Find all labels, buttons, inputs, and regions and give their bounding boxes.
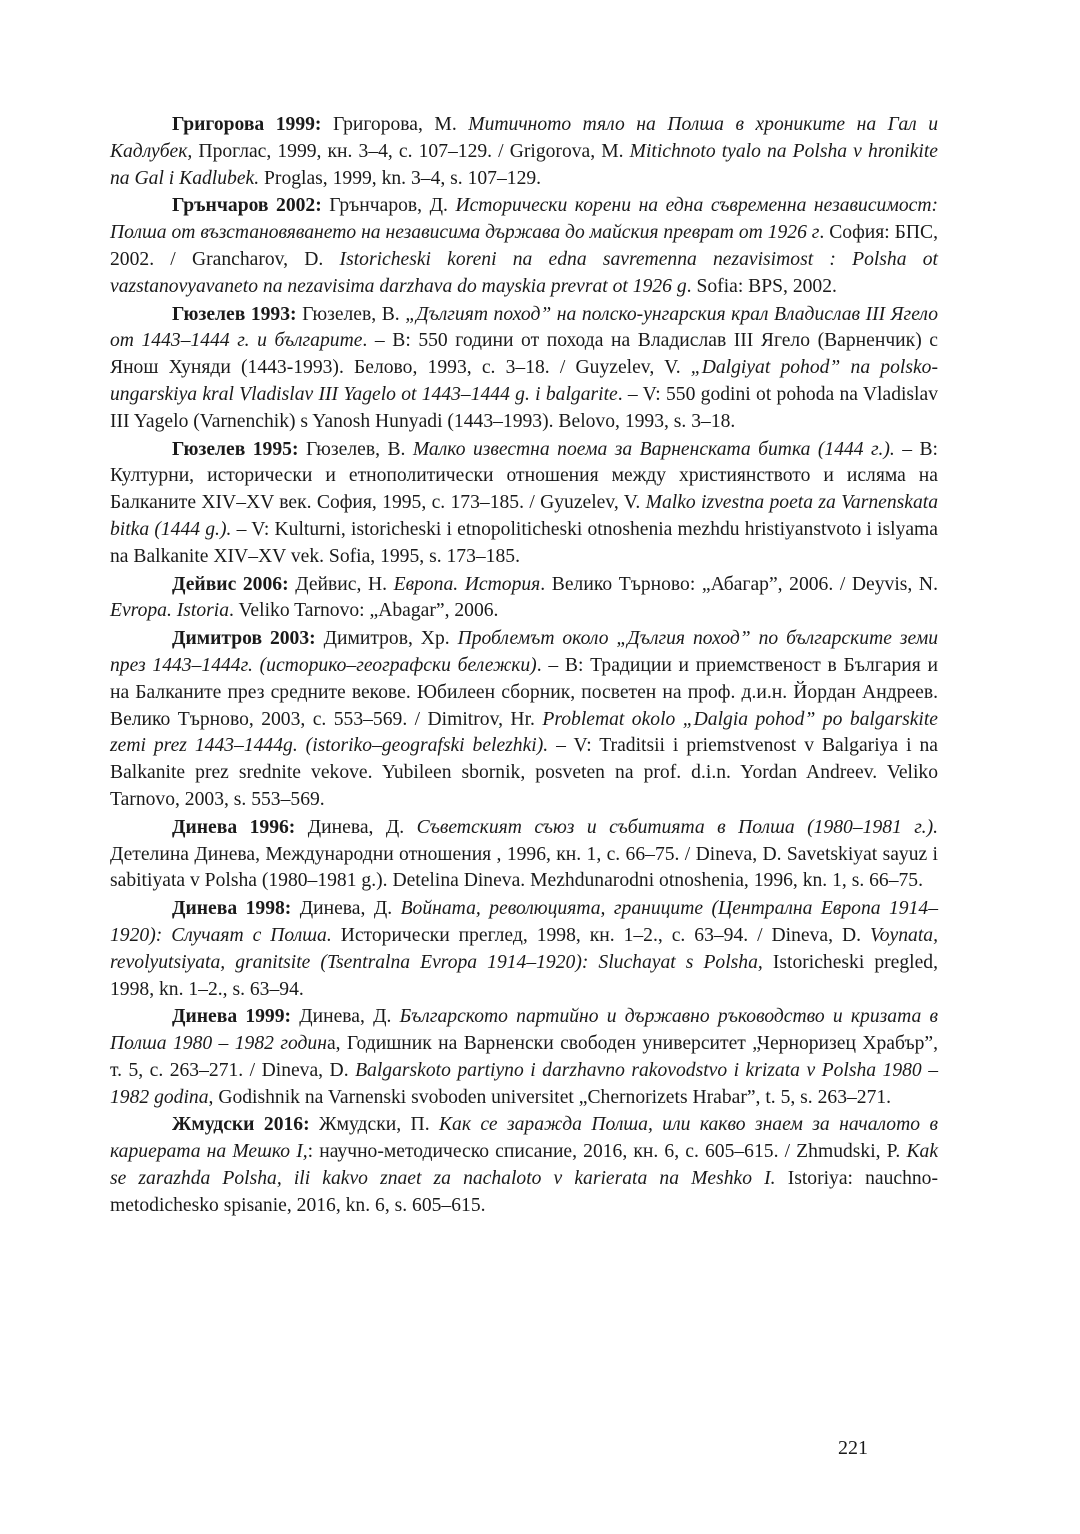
entry-text: . София: БПС, 2002. / Grancharov, D. xyxy=(110,222,938,270)
entry-text: . – V: 550 godini ot pohoda na Vladislav III Yagelo (Varnenchik) s Yanosh Hunyadi (1443–1993). Belovo, 1993, s. 3–18. xyxy=(110,383,938,432)
bibliography-page xyxy=(110,112,938,1220)
entry-title-italic: Mitichnoto tyalo na Polsha v hronikite na Gal i Kadlubek. xyxy=(110,140,938,189)
entry-text: – В: Културни, исторически и етнополитически отношения между християнството и исляма на Балканите XIV–XV век. София, 1995, с. 173–185. / Gyuzelev, V. xyxy=(110,438,938,514)
entry-text: Proglas, 1999, kn. 3–4, s. 107–129. xyxy=(259,167,542,189)
entry-text: Григорова, М. xyxy=(321,114,469,135)
entry-title-italic: Исторически корени на една съвременна независимост: Полша от възстановяването на независима държава до майския преврат от 1926 г xyxy=(110,195,938,244)
entry-text: Жмудски, П. xyxy=(309,1114,440,1136)
entry-text: . – В: Традиции и приемственост в България и на Балканите през средните векове. Юбилеен сборник, посветен на проф. д.и.н. Йордан Андреев. Велико Търново, 2003, с. 553–569. / Dimitrov, Hr. xyxy=(110,654,938,730)
entry-key: Гюзелев 1995: xyxy=(172,438,299,460)
entry-text: Димитров, Хр. xyxy=(315,628,458,650)
entry-text: Грънчаров, Д. xyxy=(321,195,456,217)
entry-key: Григорова 1999: xyxy=(172,114,322,135)
entry-key: Динева 1998: xyxy=(172,898,292,920)
entry-title-italic: Istoricheski koreni na edna savremenna nezavisimost : Polsha ot vazstanovyavaneto na nezavisima darzhava do mayskia prevrat ot 1926 g xyxy=(110,248,938,297)
entry-title-italic: Българското партийно и държавно ръководство и кризата в Полша 1980 – 1982 годин xyxy=(110,1006,938,1055)
entry-title-italic: Съветският съюз и събитията в Полша (1980–1981 г.). xyxy=(416,816,939,838)
entry-key: Грънчаров 2002: xyxy=(172,195,322,217)
entry-text: – V: Traditsii i priemstvenost v Balgariya i na Balkanite prez srednite vekove. Yubileen sbornik, posveten na prof. d.i.n. Yordan Andreev. Veliko Tarnovo, 2003, s. 553–569. xyxy=(110,735,938,810)
entry-title-italic: Как се заражда Полша, или какво знаем за началото в кариерата на Мешко I, xyxy=(110,1114,938,1163)
entry-text: Проглас, 1999, кн. 3–4, с. 107–129. / Grigorova, M. xyxy=(192,140,630,162)
entry-title-italic: Kak se zarazhda Polsha, ili kakvo znaet za nachaloto v karierata na Meshko I. xyxy=(110,1141,939,1190)
entry-text: Гюзелев, В. xyxy=(296,303,406,325)
entry-title-italic: „Дългият поход” на полско-унгарския крал Владислав III Ягело от 1443–1444 г. и българите xyxy=(110,303,938,352)
entry-title-italic: Митичното тяло на Полша в хрониките на Гал и Кадлубек, xyxy=(110,114,938,162)
entry-text: Дейвис, Н. xyxy=(288,573,394,595)
entry-text: Istoricheski pregled, 1998, kn. 1–2., s. 63–94. xyxy=(110,951,938,1000)
entry-key: Дейвис 2006: xyxy=(172,573,289,595)
entry-title-italic: Малко известна поема за Варненската битка (1444 г.). xyxy=(412,438,895,460)
entry-text: Динева, Д. xyxy=(295,816,417,838)
entry-text: а, Годишник на Варненски свободен университет „Черноризец Храбър”, т. 5, с. 263–271. / Dineva, D. xyxy=(110,1033,938,1081)
bibliography-entry xyxy=(110,626,938,814)
bibliography-entry xyxy=(110,112,938,192)
bibliography-entry xyxy=(110,437,938,571)
entry-key: Жмудски 2016: xyxy=(172,1114,310,1136)
bibliography-entry xyxy=(110,193,938,300)
entry-title-italic: Malko izvestna poeta za Varnenskata bitka (1444 g.). xyxy=(110,492,938,540)
entry-text: , Godishnik na Varnenski svoboden universitet „Chernorizets Hrabar”, t. 5, s. 263–271. xyxy=(208,1086,892,1108)
entry-text: Динева, Д. xyxy=(291,1006,400,1028)
entry-text: Динева, Д. xyxy=(291,898,401,920)
entry-text: . Veliko Tarnovo: „Abagar”, 2006. xyxy=(229,600,499,622)
page-number: 221 xyxy=(838,1437,868,1459)
entry-text: Istoriya: nauchno-metodichesko spisanie, 2016, kn. 6, s. 605–615. xyxy=(110,1168,938,1216)
bibliography-entry xyxy=(110,896,938,1003)
bibliography-list xyxy=(110,112,938,1220)
entry-text: . Sofia: BPS, 2002. xyxy=(686,275,837,297)
entry-text: Исторически преглед, 1998, кн. 1–2., с. 63–94. / Dineva, D. xyxy=(331,924,870,946)
bibliography-entry xyxy=(110,1112,938,1219)
entry-text: Гюзелев, В. xyxy=(298,438,413,460)
bibliography-entry xyxy=(110,1004,938,1111)
bibliography-entry xyxy=(110,815,938,895)
bibliography-entry xyxy=(110,572,938,626)
entry-text: . – В: 550 години от похода на Владислав III Ягело (Варненчик) с Янош Хуняди (1443-1993). Белово, 1993, с. 3–18. / Guyzelev, V. xyxy=(110,330,938,379)
entry-title-italic: „Dalgiyat pohod” na polsko-ungarskiya kral Vladislav III Yagelo ot 1443–1444 g. i balgarite xyxy=(110,357,938,405)
entry-title-italic: Войната, революцията, границите (Централна Европа 1914–1920): Случаят с Полша. xyxy=(110,898,938,946)
entry-key: Динева 1996: xyxy=(172,816,296,838)
entry-title-italic: Evropa. Istoria xyxy=(110,600,230,622)
entry-text: – V: Kulturni, istoricheski i etnopoliticheski otnoshenia mezhdu hristiyanstvoto i islyama na Balkanite XIV–XV vek. Sofia, 1995, s. 173–185. xyxy=(110,518,938,567)
entry-title-italic: Проблемът около „Дългия поход” по българските земи през 1443–1444г. (историко–географски бележки) xyxy=(110,628,939,676)
entry-key: Динева 1999: xyxy=(172,1006,292,1028)
bibliography-entry xyxy=(110,302,938,436)
entry-text: Детелина Динева, Международни отношения , 1996, кн. 1, с. 66–75. / Dineva, D. Savetskiyat sayuz i sabitiyata v Polsha (1980–1981 g.). Detelina Dineva. Mezhdunarodni otnoshenia, 1996, kn. 1, s. 66–75. xyxy=(110,843,938,892)
entry-title-italic: Balgarskoto partiyno i darzhavno rakovodstvo i krizata v Polsha 1980 – 1982 godina xyxy=(110,1059,939,1108)
entry-title-italic: Problemat okolo „Dalgia pohod” po balgarskite zemi prez 1443–1444g. (istoriko–geografski belezhki). xyxy=(110,708,938,757)
entry-text: : научно-методическо списание, 2016, кн. 6, с. 605–615. / Zhmudski, P. xyxy=(307,1141,907,1163)
entry-key: Гюзелев 1993: xyxy=(172,303,297,325)
entry-title-italic: Voynata, revolyutsiyata, granitsite (Tsentralna Evropa 1914–1920): Sluchayat s Polsha, xyxy=(110,924,938,973)
entry-key: Димитров 2003: xyxy=(172,628,316,650)
entry-text: . Велико Търново: „Абагар”, 2006. / Deyvis, N. xyxy=(540,573,938,595)
entry-title-italic: Европа. История xyxy=(393,573,541,595)
